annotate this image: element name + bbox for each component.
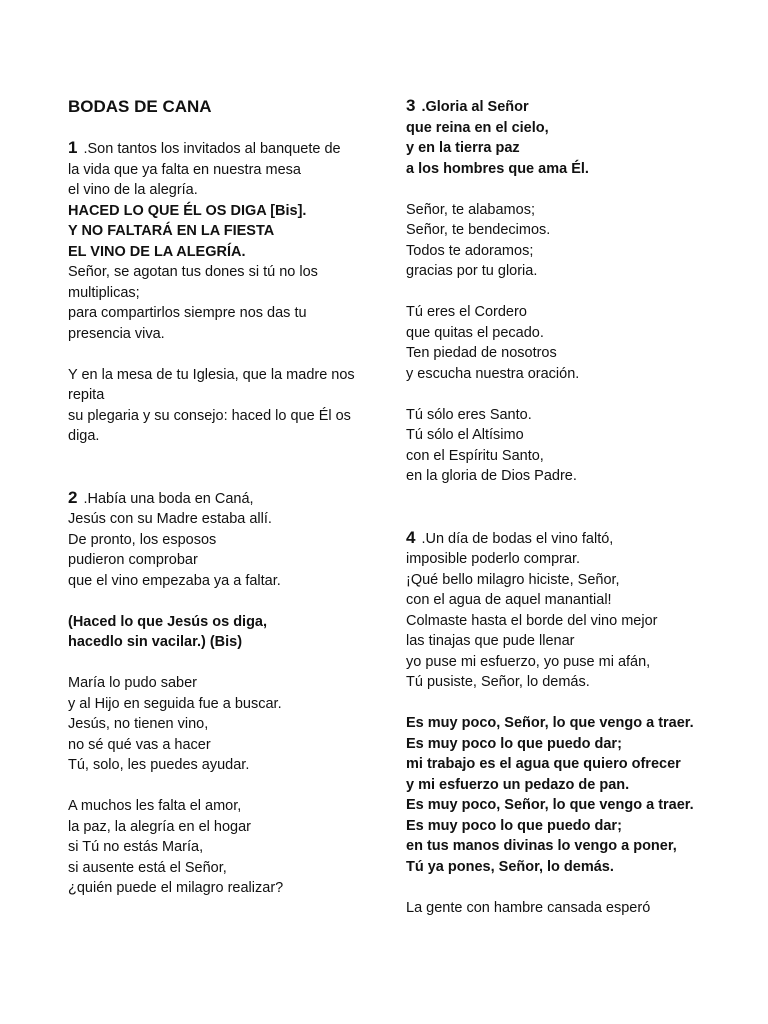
chorus-line: Es muy poco, Señor, lo que vengo a traer. [406,797,694,813]
chorus-line: y mi esfuerzo un pedazo de pan. [406,776,630,793]
chorus-line: mi trabajo es el agua que quiero ofrecer [406,756,681,772]
stanza-line: 4 .Un día de bodas el vino faltó, [406,527,614,547]
stanza-line: Y en la mesa de tu Iglesia, que la madre nos [68,366,355,383]
chorus-line: Es muy poco lo que puedo dar; [406,817,622,834]
stanza-line: Tú eres el Cordero [406,304,527,320]
chorus-line: (Haced lo que Jesús os diga, [68,613,268,630]
stanza-line: ¡Qué bello milagro hiciste, Señor, [406,571,620,588]
chorus-line: Es muy poco lo que puedo dar; [406,735,622,752]
stanza-4 [406,528,726,919]
chorus-line: EL VINO DE LA ALEGRÍA. [68,243,246,260]
stanza-line: De pronto, los esposos [68,531,217,548]
stanza-line: la vida que ya falta en nuestra mesa [68,161,301,178]
stanza-line: Jesús, no tienen vino, [68,716,209,732]
stanza-line: y en la tierra paz [406,140,520,156]
stanza-line: Tú sólo eres Santo. [406,406,532,423]
chorus-line: Y NO FALTARÁ EN LA FIESTA [68,223,275,239]
stanza-line: con el Espíritu Santo, [406,447,544,464]
stanza-line: diga. [68,428,100,444]
chorus-line: Es muy poco, Señor, lo que vengo a traer. [406,715,694,731]
stanza-number: 3 [406,96,416,115]
stanza-line: 2 .Había una boda en Caná, [68,487,254,507]
stanza-line: que quitas el pecado. [406,324,544,341]
stanza-line: pudieron comprobar [68,552,198,568]
stanza-line: yo puse mi esfuerzo, yo puse mi afán, [406,653,651,670]
stanza-line: ¿quién puede el milagro realizar? [68,880,284,896]
stanza-line: su plegaria y su consejo: haced lo que Él os [68,407,351,424]
stanza-line: la paz, la alegría en el hogar [68,818,251,835]
stanza-line: Colmaste hasta el borde del vino mejor [406,612,658,629]
stanza-number: 4 [406,527,416,547]
stanza-line: a los hombres que ama Él. [406,160,589,177]
stanza-line: el vino de la alegría. [68,182,198,198]
stanza-line: Tú, solo, les puedes ayudar. [68,757,250,773]
stanza-line: si ausente está el Señor, [68,859,227,876]
stanza-line: Señor, te bendecimos. [406,222,551,238]
stanza-3 [406,96,726,487]
stanza-2 [68,488,398,899]
stanza-number: 1 [68,138,78,157]
stanza-line: imposible poderlo comprar. [406,551,581,567]
stanza-line: con el agua de aquel manantial! [406,592,612,608]
stanza-line: Todos te adoramos; [406,242,534,259]
stanza-line: Tú sólo el Altísimo [406,427,524,443]
left-column [68,96,398,899]
stanza-line: La gente con hambre cansada esperó [406,899,651,916]
stanza-line: no sé qué vas a hacer [68,736,211,753]
stanza-line: A muchos les falta el amor, [68,798,242,814]
stanza-line: repita [68,387,105,403]
stanza-line: que el vino empezaba ya a faltar. [68,572,281,589]
stanza-line: 1 .Son tantos los invitados al banquete de [68,138,341,157]
stanza-line: que reina en el cielo, [406,119,549,136]
stanza-line: y escucha nuestra oración. [406,365,580,382]
chorus-line: en tus manos divinas lo vengo a poner, [406,838,677,854]
chorus-line: Tú ya pones, Señor, lo demás. [406,858,614,875]
chorus-line: hacedlo sin vacilar.) (Bis) [68,634,243,650]
stanza-line: 3 .Gloria al Señor [406,96,529,115]
page-title: BODAS DE CANA [68,97,212,116]
stanza-line: en la gloria de Dios Padre. [406,468,577,484]
stanza-line: para compartirlos siempre nos das tu [68,305,307,321]
stanza-line: Tú pusiste, Señor, lo demás. [406,674,590,690]
stanza-line: las tinajas que pude llenar [406,633,575,649]
stanza-line: multiplicas; [68,284,140,301]
stanza-line: María lo pudo saber [68,675,197,691]
stanza-1 [68,138,398,447]
stanza-line: gracias por tu gloria. [406,263,538,279]
stanza-line: si Tú no estás María, [68,839,204,855]
stanza-number: 2 [68,487,78,507]
stanza-line: Ten piedad de nosotros [406,345,557,361]
stanza-line: Señor, te alabamos; [406,201,535,218]
stanza-line: y al Hijo en seguida fue a buscar. [68,695,282,712]
stanza-line: Jesús con su Madre estaba allí. [68,511,272,527]
chorus-line: HACED LO QUE ÉL OS DIGA [Bis]. [68,202,307,219]
right-column [406,96,726,918]
stanza-line: Señor, se agotan tus dones si tú no los [68,264,318,280]
stanza-line: presencia viva. [68,325,165,342]
